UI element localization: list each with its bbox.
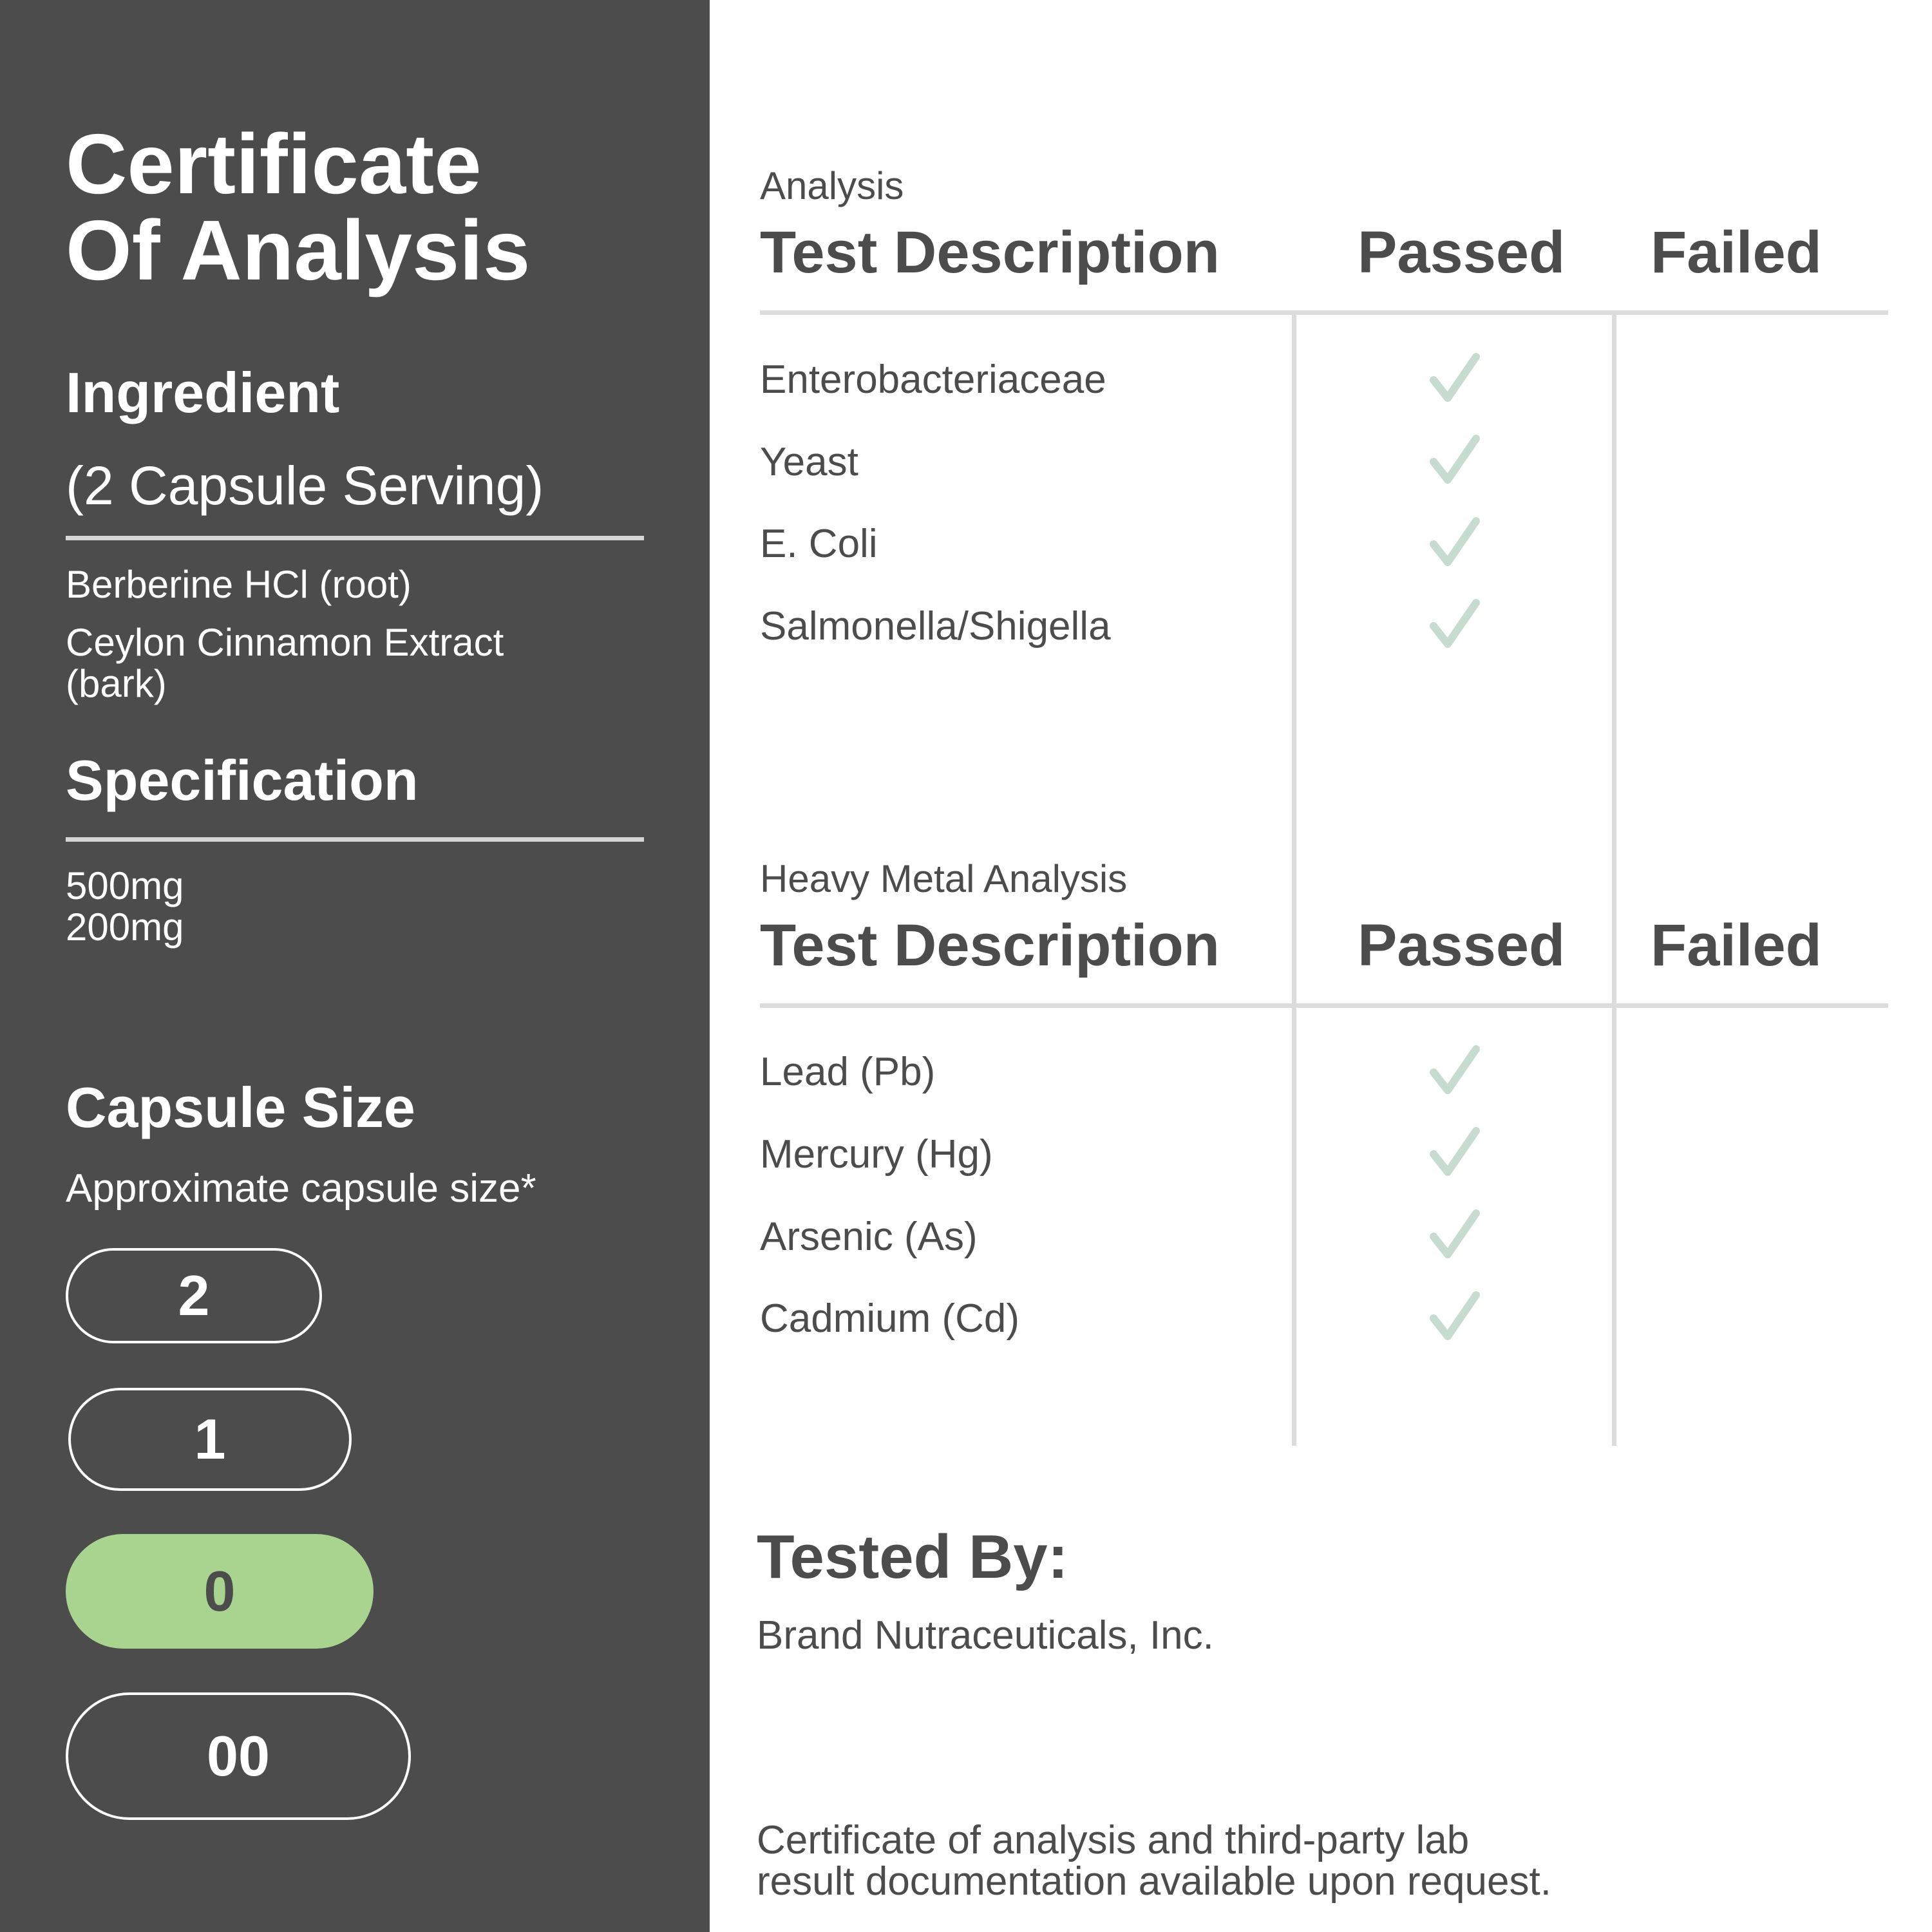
- left-panel: [0, 0, 710, 1932]
- ingredient-item: (bark): [66, 662, 167, 705]
- analysis-col-failed: Failed: [1651, 220, 1822, 285]
- capsule-size-2[interactable]: 2: [66, 1248, 322, 1343]
- spec-value: 500mg: [66, 864, 184, 907]
- checkmark-icon: [1428, 517, 1480, 569]
- ingredient-rule: [66, 536, 644, 540]
- footnote-line-1: Certificate of analysis and third-party lab: [757, 1818, 1470, 1862]
- footnote-line-2: result documentation available upon request.: [757, 1859, 1551, 1904]
- checkmark-icon: [1428, 599, 1480, 650]
- analysis-col-test: Test Description: [760, 220, 1220, 285]
- heavy-metal-row-label: Arsenic (As): [760, 1215, 978, 1259]
- capsule-size-0-selected[interactable]: 0: [66, 1534, 374, 1649]
- page-title: [66, 117, 531, 298]
- heavy-metal-col-test: Test Description: [760, 913, 1220, 978]
- heavy-metal-row-label: Mercury (Hg): [760, 1132, 993, 1177]
- capsule-size-heading: Capsule Size: [66, 1075, 415, 1139]
- capsule-size-00[interactable]: 00: [66, 1692, 411, 1820]
- ingredient-item: Berberine HCl (root): [66, 563, 412, 606]
- analysis-col-passed: Passed: [1358, 220, 1566, 285]
- analysis-header-rule: [760, 310, 1888, 315]
- checkmark-icon: [1428, 1045, 1480, 1097]
- checkmark-icon: [1428, 435, 1480, 486]
- footnote: [757, 1820, 1723, 1902]
- analysis-label: Analysis: [760, 164, 904, 207]
- heavy-metal-col-failed: Failed: [1651, 913, 1822, 978]
- specification-rule: [66, 837, 644, 842]
- analysis-row-label: Salmonella/Shigella: [760, 604, 1111, 649]
- title-line-2: Of Analysis: [66, 203, 531, 298]
- specification-heading: Specification: [66, 748, 419, 812]
- analysis-row-label: Enterobacteriaceae: [760, 357, 1106, 402]
- capsule-size-1[interactable]: 1: [68, 1388, 352, 1491]
- heavy-metal-label: Heavy Metal Analysis: [760, 857, 1128, 900]
- heavy-metal-col-passed: Passed: [1358, 913, 1566, 978]
- checkmark-icon: [1428, 1291, 1480, 1343]
- tested-by-company: Brand Nutraceuticals, Inc.: [757, 1613, 1214, 1658]
- heavy-metal-row-label: Lead (Pb): [760, 1050, 936, 1094]
- tested-by-heading: Tested By:: [757, 1522, 1068, 1591]
- heavy-metal-header-rule: [760, 1003, 1888, 1008]
- analysis-row-label: Yeast: [760, 440, 858, 484]
- ingredient-item: Ceylon Cinnamon Extract: [66, 621, 504, 664]
- ingredient-heading: Ingredient: [66, 361, 340, 424]
- checkmark-icon: [1428, 353, 1480, 404]
- heavy-metal-row-label: Cadmium (Cd): [760, 1296, 1020, 1341]
- checkmark-icon: [1428, 1127, 1480, 1179]
- checkmark-icon: [1428, 1209, 1480, 1261]
- column-divider-failed: [1612, 315, 1616, 1446]
- column-divider-passed: [1292, 315, 1296, 1446]
- title-line-1: Certificate: [66, 117, 482, 211]
- serving-label: (2 Capsule Serving): [66, 455, 544, 516]
- spec-value: 200mg: [66, 905, 184, 949]
- capsule-size-note: Approximate capsule size*: [66, 1166, 536, 1211]
- analysis-row-label: E. Coli: [760, 522, 878, 566]
